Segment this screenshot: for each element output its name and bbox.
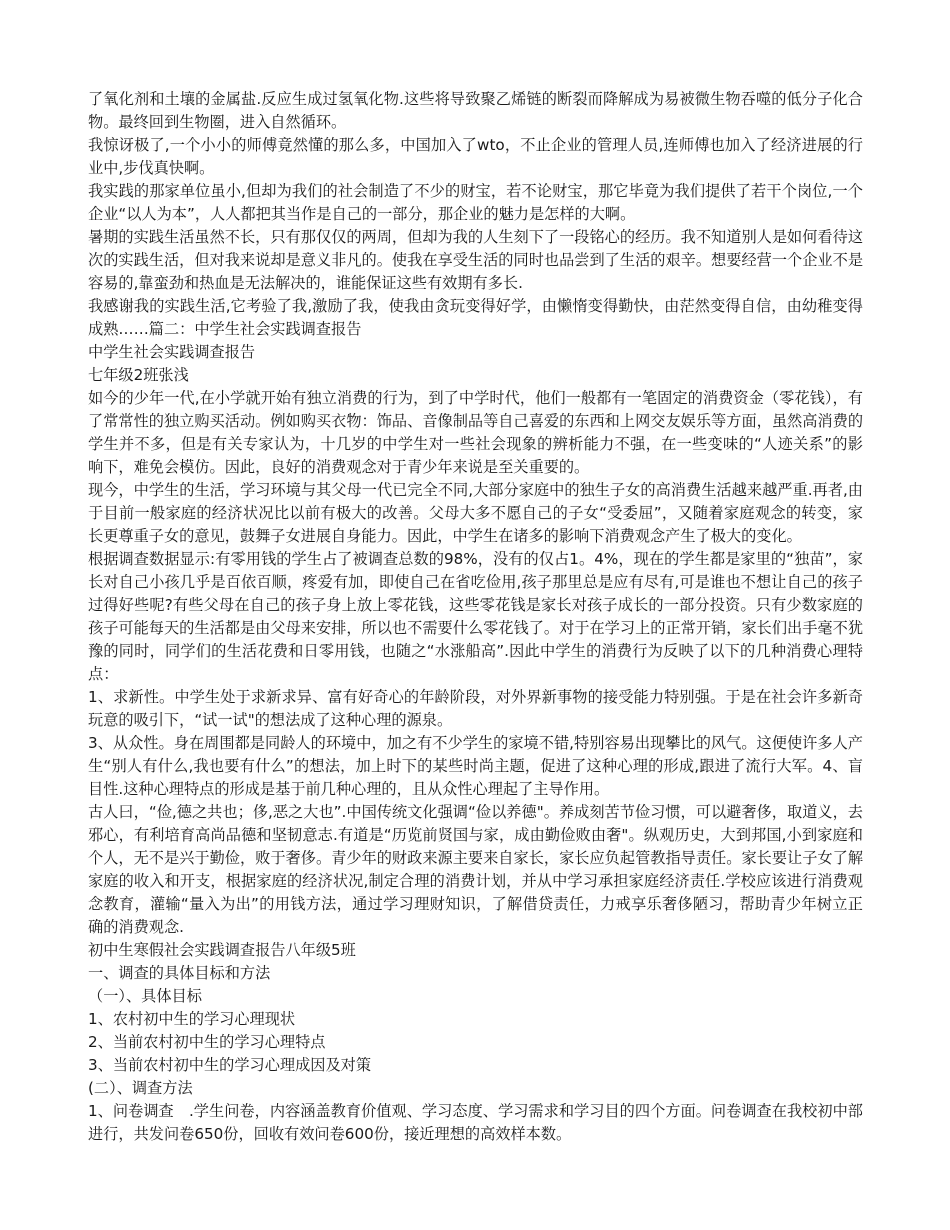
paragraph-survey-data: 根据调查数据显示:有零用钱的学生占了被调查总数的98%，没有的仅占1。4%，现在的学生都是家里的“独苗”，家长对自己小孩几乎是百依百顺，疼爱有加，即使自己在省吃俭用,孩子那里总是应有尽有,可是谁也不想让自己的孩子过得好些呢?有些父母在自己的孩子身上放上零花钱，这些零花钱是家长对孩子成长的一部分投资。只有少数家庭的孩子可能每天的生活都是由父母来安排，所以也不需要什么零花钱了。对于在学习上的正常开销，家长们出手毫不犹豫的同时，同学们的生活花费和日零用钱，也随之“水涨船高”.因此中学生的消费行为反映了以下的几种消费心理特点： xyxy=(88,550,863,683)
list-item-goal-3: 3、当前农村初中生的学习心理成因及对策 xyxy=(88,1056,372,1074)
list-item-goal-1: 1、农村初中生的学习心理现状 xyxy=(88,1010,296,1028)
report-author: 七年级2班张浅 xyxy=(88,366,189,384)
section-heading-goals-methods: 一、调查的具体目标和方法 xyxy=(88,964,271,982)
paragraph-polyethylene-degradation: 了氧化剂和土壤的金属盐.反应生成过氢氧化物.这些将导致聚乙烯链的断裂而降解成为易被微生物吞噬的低分子化合物。最终回到生物圈，进入自然循环。 xyxy=(88,90,863,131)
paragraph-questionnaire: 1、问卷调查 .学生问卷，内容涵盖教育价值观、学习态度、学习需求和学习目的四个方面。问卷调查在我校初中部进行，共发问卷650份，回收有效问卷600份，接近理想的高效样本数。 xyxy=(88,1102,863,1143)
paragraph-company-wealth: 我实践的那家单位虽小,但却为我们的社会制造了不少的财宝，若不论财宝，那它毕竟为我们提供了若干个岗位,一个企业“以人为本”，人人都把其当作是自己的一部分，那企业的魅力是怎样的大啊。 xyxy=(88,182,863,223)
paragraph-master-wto: 我惊讶极了,一个小小的师傅竟然懂的那么多，中国加入了wto，不止企业的管理人员,连师傅也加入了经济进展的行业中,步伐真快啊。 xyxy=(88,136,863,177)
paragraph-youth-consumption: 如今的少年一代,在小学就开始有独立消费的行为，到了中学时代，他们一般都有一笔固定的消费资金（零花钱），有了常常性的独立购买活动。例如购买衣物：饰品、音像制品等自己喜爱的东西和上网交友娱乐等方面，虽然高消费的学生并不多，但是有关专家认为，十几岁的中学生对一些社会现象的辨析能力不强，在一些变味的“人迹关系”的影响下，难免会模仿。因此，良好的消费观念对于青少年来说是至关重要的。 xyxy=(88,389,863,476)
subheading-specific-goals: （一）、具体目标 xyxy=(88,987,202,1005)
paragraph-conformity: 3、从众性。身在周围都是同龄人的环境中，加之有不少学生的家境不错,特别容易出现攀比的风气。这便使许多人产生“别人有什么,我也要有什么”的想法，加上时下的某些时尚主题，促进了这种心理的形成,跟进了流行大军。4、盲目性.这种心理特点的形成是基于前几种心理的，且从众性心理起了主导作用。 xyxy=(88,734,863,798)
paragraph-frugality: 古人曰，“俭,德之共也；侈,恶之大也”.中国传统文化强调“俭以养德"。养成刻苦节俭习惯，可以避奢侈，取道义，去邪心，有利培育高尚品德和坚韧意志.有道是“历览前贤国与家，成由勤俭败由奢"。纵观历史，大到邦国,小到家庭和个人，无不是兴于勤俭，败于奢侈。青少年的财政来源主要来自家长，家长应负起管教指导责任。家长要让子女了解家庭的收入和开支，根据家庭的经济状况,制定合理的消费计划，并从中学习承担家庭经济责任.学校应该进行消费观念教育，灌输“量入为出”的用钱方法，通过学习理财知识，了解借贷责任，力戒享乐奢侈陋习，帮助青少年树立正确的消费观念. xyxy=(88,803,863,936)
list-item-goal-2: 2、当前农村初中生的学习心理特点 xyxy=(88,1033,326,1051)
document-body xyxy=(88,88,863,1146)
report-title: 中学生社会实践调查报告 xyxy=(88,343,256,361)
paragraph-current-life: 现今，中学生的生活，学习环境与其父母一代已完全不同,大部分家庭中的独生子女的高消费生活越来越严重.再者,由于目前一般家庭的经济状况比以前有极大的改善。父母大多不愿自己的子女“受委屈”，又随着家庭观念的转变，家长更尊重子女的意见，鼓舞子女进展自身能力。因此，中学生在诸多的影响下消费观念产生了极大的变化。 xyxy=(88,481,863,545)
paragraph-thanks-practice: 我感谢我的实践生活,它考验了我,激励了我，使我由贪玩变得好学，由懒惰变得勤快，由茫然变得自信，由幼稚变得成熟……篇二：中学生社会实践调查报告 xyxy=(88,297,863,338)
subheading-survey-methods: (二）、调查方法 xyxy=(88,1079,193,1097)
paragraph-novelty-seeking: 1、求新性。中学生处于求新求异、富有好奇心的年龄阶段，对外界新事物的接受能力特别强。于是在社会许多新奇玩意的吸引下，“试一试"的想法成了这种心理的源泉。 xyxy=(88,688,863,729)
paragraph-summer-practice: 暑期的实践生活虽然不长，只有那仅仅的两周，但却为我的人生刻下了一段铭心的经历。我不知道别人是如何看待这次的实践生活，但对我来说却是意义非凡的。使我在享受生活的同时也品尝到了生活的艰辛。想要经营一个企业不是容易的,靠蛮劲和热血是无法解决的，谁能保证这些有效期有多长. xyxy=(88,228,863,292)
section-heading-winter-report: 初中生寒假社会实践调查报告八年级5班 xyxy=(88,941,356,959)
